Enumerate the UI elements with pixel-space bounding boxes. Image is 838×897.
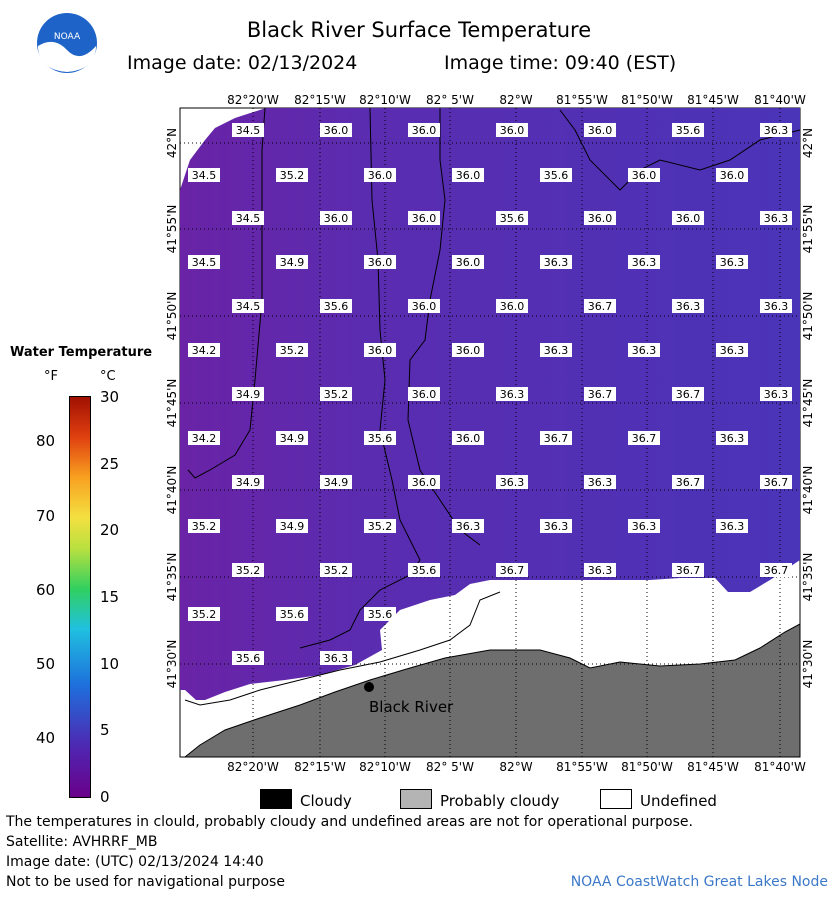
temp-label: 36.0 [587, 124, 613, 137]
lat-tick-label: 41°35'N [801, 552, 815, 602]
temp-label: 36.0 [411, 476, 437, 489]
temp-label: 36.3 [763, 124, 789, 137]
colorbar-title: Water Temperature [10, 345, 153, 360]
svg-text:NOAA: NOAA [53, 32, 81, 42]
temp-label: 36.3 [763, 300, 789, 313]
c-tick-label: 30 [100, 388, 120, 406]
nav-warning: Not to be used for navigational purpose [6, 874, 285, 890]
utc-date: Image date: (UTC) 02/13/2024 14:40 [6, 854, 264, 870]
black-river-marker [364, 682, 374, 692]
temp-label: 35.6 [367, 608, 393, 621]
temp-label: 34.5 [191, 169, 217, 182]
temp-label: 36.3 [675, 300, 701, 313]
temp-label: 36.7 [499, 564, 525, 577]
temp-label: 36.3 [631, 344, 657, 357]
f-tick-label: 60 [36, 580, 56, 599]
temp-label: 36.3 [499, 476, 525, 489]
temp-label: 36.7 [587, 300, 613, 313]
temp-label: 36.3 [543, 520, 569, 533]
temp-label: 36.7 [675, 564, 701, 577]
temp-label: 35.6 [235, 652, 261, 665]
temp-label: 36.3 [455, 520, 481, 533]
temp-label: 34.9 [279, 432, 305, 445]
temp-label: 35.2 [279, 169, 305, 182]
cloudy-swatch [260, 789, 292, 809]
lat-tick-label: 41°45'N [801, 378, 815, 428]
temp-label: 36.3 [499, 388, 525, 401]
lat-tick-label: 41°55'N [165, 204, 179, 254]
temp-label: 34.5 [235, 212, 261, 225]
temp-label: 36.3 [719, 432, 745, 445]
temp-label: 36.0 [455, 169, 481, 182]
image-date: Image date: 02/13/2024 [127, 52, 358, 74]
lon-tick-label: 82° 5'W [426, 93, 474, 107]
temp-label: 36.7 [631, 432, 657, 445]
lat-tick-label: 42°N [801, 127, 815, 159]
c-tick-label: 20 [100, 521, 120, 540]
temp-label: 36.3 [719, 256, 745, 269]
temp-label: 36.0 [411, 388, 437, 401]
lat-tick-label: 42°N [165, 127, 179, 159]
temp-label: 36.0 [367, 344, 393, 357]
temp-label: 36.3 [543, 256, 569, 269]
temp-label: 36.0 [631, 169, 657, 182]
temp-label: 35.2 [235, 564, 261, 577]
temp-label: 36.0 [367, 256, 393, 269]
lon-tick-label: 82°10'W [359, 93, 411, 107]
lat-tick-label: 41°40'N [165, 465, 179, 515]
place-label: Black River [369, 698, 454, 716]
temp-label: 35.2 [323, 564, 349, 577]
lon-tick-label: 82°20'W [227, 760, 279, 774]
temp-label: 34.9 [279, 256, 305, 269]
temp-label: 36.3 [543, 344, 569, 357]
temp-label: 35.6 [367, 432, 393, 445]
lon-tick-label: 82°W [499, 760, 533, 774]
temp-label: 36.0 [455, 344, 481, 357]
temp-label: 36.7 [543, 432, 569, 445]
map-title: Black River Surface Temperature [246, 18, 592, 42]
f-tick-label: 80 [36, 432, 56, 451]
temp-label: 35.2 [191, 520, 217, 533]
lon-tick-label: 82°20'W [227, 93, 279, 107]
temp-label: 36.3 [323, 652, 349, 665]
lon-tick-label: 81°55'W [556, 93, 608, 107]
disclaimer: The temperatures in clould, probably cloudy and undefined areas are not for operational purpose. [6, 814, 693, 830]
lon-tick-label: 82°15'W [294, 760, 346, 774]
temp-label: 36.0 [719, 169, 745, 182]
lat-tick-label: 41°40'N [801, 465, 815, 515]
temp-label: 35.6 [499, 212, 525, 225]
temp-label: 35.2 [279, 344, 305, 357]
lat-tick-label: 41°30'N [165, 639, 179, 689]
temp-label: 36.0 [411, 212, 437, 225]
cloudy-label: Cloudy [300, 792, 352, 810]
undefined-label: Undefined [640, 792, 717, 810]
c-tick-label: 15 [100, 588, 120, 606]
temp-label: 36.0 [675, 212, 701, 225]
temp-label: 36.3 [719, 344, 745, 357]
lon-tick-label: 81°45'W [687, 93, 739, 107]
temp-label: 35.2 [191, 608, 217, 621]
temp-label: 36.7 [587, 388, 613, 401]
temp-label: 35.2 [323, 388, 349, 401]
lat-tick-label: 41°30'N [801, 639, 815, 689]
c-tick-label: 25 [100, 454, 120, 473]
probably-cloudy-swatch [400, 789, 432, 809]
temp-label: 35.6 [323, 300, 349, 313]
c-tick-label: 5 [100, 721, 110, 740]
temp-label: 35.6 [543, 169, 569, 182]
lon-tick-label: 82°10'W [359, 760, 411, 774]
lon-tick-label: 81°55'W [556, 760, 608, 774]
credit: NOAA CoastWatch Great Lakes Node [570, 874, 828, 890]
c-tick-label: 0 [100, 788, 110, 806]
temp-label: 36.3 [719, 520, 745, 533]
undefined-swatch [600, 789, 632, 809]
temp-label: 36.7 [675, 476, 701, 489]
temp-label: 34.5 [235, 124, 261, 137]
lat-tick-label: 41°35'N [165, 552, 179, 602]
temp-label: 36.3 [763, 212, 789, 225]
temp-label: 36.0 [499, 124, 525, 137]
temp-label: 36.3 [587, 564, 613, 577]
c-tick-label: 10 [100, 654, 120, 673]
colorbar [69, 396, 91, 798]
temp-label: 34.5 [191, 256, 217, 269]
lon-tick-label: 81°45'W [687, 760, 739, 774]
temp-label: 34.9 [279, 520, 305, 533]
temp-label: 36.7 [763, 564, 789, 577]
f-tick-label: 40 [36, 728, 56, 747]
temp-label: 36.3 [631, 256, 657, 269]
lat-tick-label: 41°50'N [801, 291, 815, 341]
satellite: Satellite: AVHRRF_MB [6, 834, 158, 850]
f-tick-label: 50 [36, 654, 56, 673]
temp-label: 35.6 [675, 124, 701, 137]
lon-tick-label: 82° 5'W [426, 760, 474, 774]
temp-label: 36.0 [367, 169, 393, 182]
unit-fahrenheit: °F [44, 369, 58, 384]
f-tick-label: 70 [36, 506, 56, 525]
temp-label: 36.3 [763, 388, 789, 401]
temp-label: 34.5 [235, 300, 261, 313]
lon-tick-label: 81°40'W [754, 93, 806, 107]
temp-label: 35.6 [411, 564, 437, 577]
temp-label: 34.2 [191, 344, 217, 357]
temp-label: 35.6 [279, 608, 305, 621]
temp-label: 36.0 [587, 212, 613, 225]
temp-label: 36.0 [499, 300, 525, 313]
temp-label: 34.2 [191, 432, 217, 445]
lat-tick-label: 41°55'N [801, 204, 815, 254]
temp-label: 34.9 [235, 388, 261, 401]
lon-tick-label: 81°50'W [621, 93, 673, 107]
temp-label: 36.7 [763, 476, 789, 489]
temp-label: 36.0 [411, 300, 437, 313]
temp-label: 36.0 [411, 124, 437, 137]
temp-label: 36.0 [323, 124, 349, 137]
unit-celsius: °C [100, 369, 116, 384]
image-time: Image time: 09:40 (EST) [444, 52, 677, 74]
lon-tick-label: 81°50'W [621, 760, 673, 774]
temp-label: 34.9 [235, 476, 261, 489]
temp-label: 36.7 [675, 388, 701, 401]
lon-tick-label: 81°40'W [754, 760, 806, 774]
temp-label: 36.3 [631, 520, 657, 533]
lat-tick-label: 41°50'N [165, 291, 179, 341]
temp-label: 36.0 [455, 256, 481, 269]
temp-label: 35.2 [367, 520, 393, 533]
probably-cloudy-label: Probably cloudy [440, 792, 560, 810]
temp-label: 34.9 [323, 476, 349, 489]
temp-label: 36.0 [323, 212, 349, 225]
lon-tick-label: 82°W [499, 93, 533, 107]
lon-tick-label: 82°15'W [294, 93, 346, 107]
lat-tick-label: 41°45'N [165, 378, 179, 428]
temp-label: 36.3 [587, 476, 613, 489]
temp-label: 36.0 [455, 432, 481, 445]
